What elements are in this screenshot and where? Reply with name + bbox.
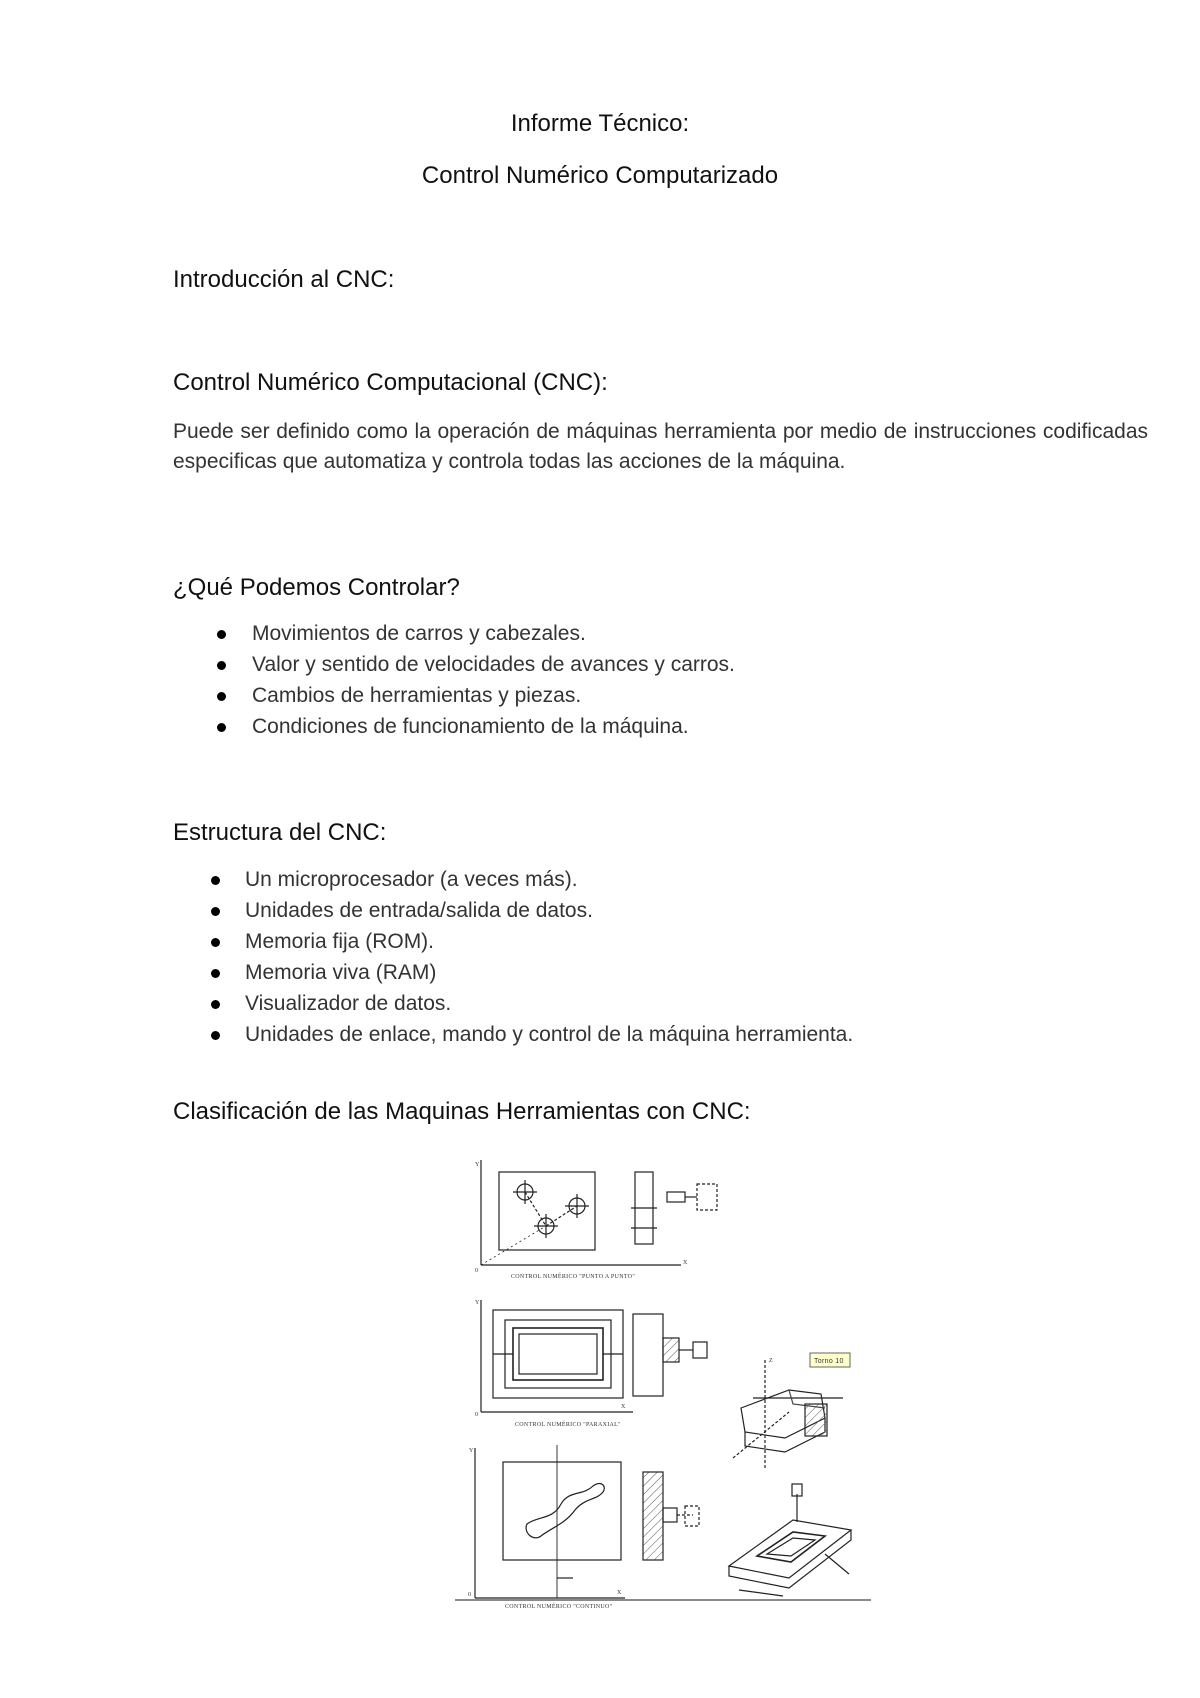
list-item: [245, 989, 853, 1020]
bullet-icon: [217, 630, 226, 639]
list-item-text: Memoria viva (RAM): [245, 961, 437, 984]
list-item-text: Movimientos de carros y cabezales.: [252, 622, 586, 645]
list-item-text: Unidades de enlace, mando y control de la máquina herramienta.: [245, 1023, 854, 1046]
bullet-icon: [211, 1031, 220, 1040]
document-title-line2: Control Numérico Computarizado: [421, 162, 779, 189]
heading-cnc-definition: Control Numérico Computacional (CNC):: [173, 369, 608, 396]
document-title-line1: Informe Técnico:: [510, 110, 690, 137]
panel-3d-plate: [729, 1484, 851, 1596]
panel-paraxial: [481, 1300, 707, 1412]
panel-punto-a-punto: [481, 1160, 717, 1265]
axis-label-x: X: [617, 1590, 622, 1596]
tool-holder-icon: [663, 1338, 679, 1362]
bullet-icon: [211, 876, 220, 885]
list-item: [252, 619, 735, 650]
list-item-text: Cambios de herramientas y piezas.: [252, 684, 582, 707]
list-item-text: Un microprocesador (a veces más).: [245, 868, 578, 891]
bullet-icon: [211, 907, 220, 916]
heading-clasificacion: Clasificación de las Maquinas Herramientas con CNC:: [173, 1098, 751, 1125]
list-item-text: Visualizador de datos.: [245, 992, 452, 1015]
tool-icon: [667, 1192, 685, 1202]
side-view-rect: [633, 1314, 663, 1396]
bullet-icon: [211, 969, 220, 978]
side-view-rect: [643, 1472, 663, 1560]
list-item: [245, 896, 853, 927]
workpiece-rect: [503, 1462, 621, 1560]
bullet-icon: [211, 1000, 220, 1009]
caption-paraxial: CONTROL NUMÉRICO "PARAXIAL": [515, 1422, 621, 1428]
heading-estructura: Estructura del CNC:: [173, 819, 387, 846]
list-item: [245, 958, 853, 989]
list-item: [252, 681, 735, 712]
bullet-icon: [217, 723, 226, 732]
list-item: [252, 712, 735, 743]
axis-label-y: Y: [469, 1448, 474, 1454]
origin-label: 0: [475, 1268, 479, 1274]
axis-label-y: Y: [475, 1162, 480, 1168]
list-item: [245, 865, 853, 896]
caption-continuo: CONTROL NUMÉRICO "CONTINUO": [505, 1604, 613, 1610]
axis-label-x: X: [683, 1260, 688, 1266]
list-item-text: Unidades de entrada/salida de datos.: [245, 899, 593, 922]
origin-label: 0: [468, 1592, 472, 1598]
panel-3d-part: [733, 1360, 843, 1470]
heading-que-podemos-controlar: ¿Qué Podemos Controlar?: [173, 574, 460, 601]
list-item-text: Condiciones de funcionamiento de la máquina.: [252, 715, 689, 738]
caption-punto-a-punto: CONTROL NUMÉRICO "PUNTO A PUNTO": [511, 1274, 636, 1280]
workpiece-rect: [499, 1172, 595, 1250]
bullet-icon: [217, 661, 226, 670]
bullet-icon: [211, 938, 220, 947]
panel-continuo: [475, 1445, 699, 1598]
cnc-definition-paragraph: Puede ser definido como la operación de máquinas herramienta por medio de instrucciones codificadas especificas que automatiza y controla todas las acciones de la máquina.: [173, 420, 1148, 473]
bullet-icon: [217, 692, 226, 701]
list-item-text: Memoria fija (ROM).: [245, 930, 435, 953]
estructura-list: [245, 865, 853, 1051]
cnc-diagram-svg: [453, 1150, 873, 1610]
origin-label: 0: [475, 1412, 479, 1418]
que-controlar-list: [252, 619, 735, 743]
axis-label-y: Y: [475, 1300, 480, 1306]
plate-top: [729, 1520, 851, 1578]
axis-label-x: X: [621, 1404, 626, 1410]
contour-path: [526, 1484, 604, 1538]
list-item: [245, 927, 853, 958]
tooltip-label: Torno 10: [814, 1358, 844, 1365]
cnc-classification-figure: [453, 1150, 873, 1610]
list-item: [252, 650, 735, 681]
list-item: [245, 1020, 853, 1051]
axis-label-z: Z: [769, 1358, 773, 1364]
heading-introduccion: Introducción al CNC:: [173, 266, 395, 293]
list-item-text: Valor y sentido de velocidades de avances y carros.: [252, 653, 735, 676]
